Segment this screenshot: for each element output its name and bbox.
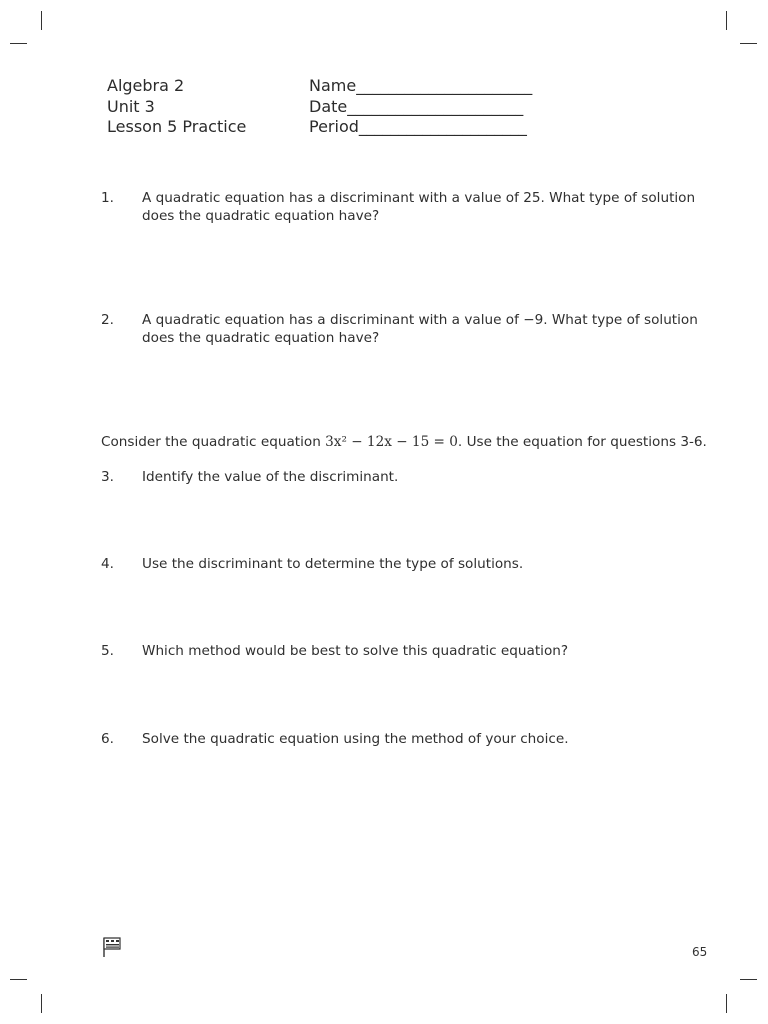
date-field[interactable]: Date______________________ [309,96,524,116]
equation-intro [101,434,707,452]
question-text: Use the discriminant to determine the type of solutions. [142,556,524,572]
question-number: 4. [101,556,114,572]
page-number: 65 [692,945,708,959]
course-title: Algebra 2 [107,76,185,95]
question-1 [101,190,701,225]
question-number: 5. [101,643,114,659]
intro-text-after: . Use the equation for questions 3-6. [457,434,707,450]
crop-mark-bottom-right-h [740,979,757,980]
crop-mark-bottom-left [41,994,42,1013]
question-2 [101,312,701,347]
question-5 [101,643,701,661]
crop-mark-bottom-right [726,994,727,1013]
question-text: Solve the quadratic equation using the method of your choice. [142,731,569,747]
period-field[interactable]: Period_____________________ [309,117,527,136]
unit-label: Unit 3 [107,96,155,116]
name-field[interactable]: Name______________________ [309,76,533,95]
crop-mark-top-right-h [740,43,757,44]
question-number: 6. [101,731,114,747]
crop-mark-top-left [41,11,42,30]
course-info [107,76,246,138]
question-text: Identify the value of the discriminant. [142,469,399,485]
question-3 [101,469,701,487]
crop-mark-top-right [726,11,727,30]
intro-text: Consider the quadratic equation [101,434,326,450]
question-number: 2. [101,312,114,328]
flag-icon [102,936,122,962]
crop-mark-top-left-h [10,43,27,44]
lesson-label: Lesson 5 Practice [107,117,247,136]
crop-mark-bottom-left-h [10,979,27,980]
question-text: Which method would be best to solve this quadratic equation? [142,643,569,659]
question-text: A quadratic equation has a discriminant with a value of 25. What type of solution does the quadratic equation have? [142,190,696,224]
question-4 [101,556,701,574]
question-6 [101,731,701,749]
question-number: 1. [101,190,114,206]
question-number: 3. [101,469,114,485]
quadratic-equation: 3x² − 12x − 15 = 0 [325,434,458,450]
student-info-fields [309,76,532,138]
question-text: A quadratic equation has a discriminant with a value of −9. What type of solution does the quadratic equation have? [142,312,698,346]
